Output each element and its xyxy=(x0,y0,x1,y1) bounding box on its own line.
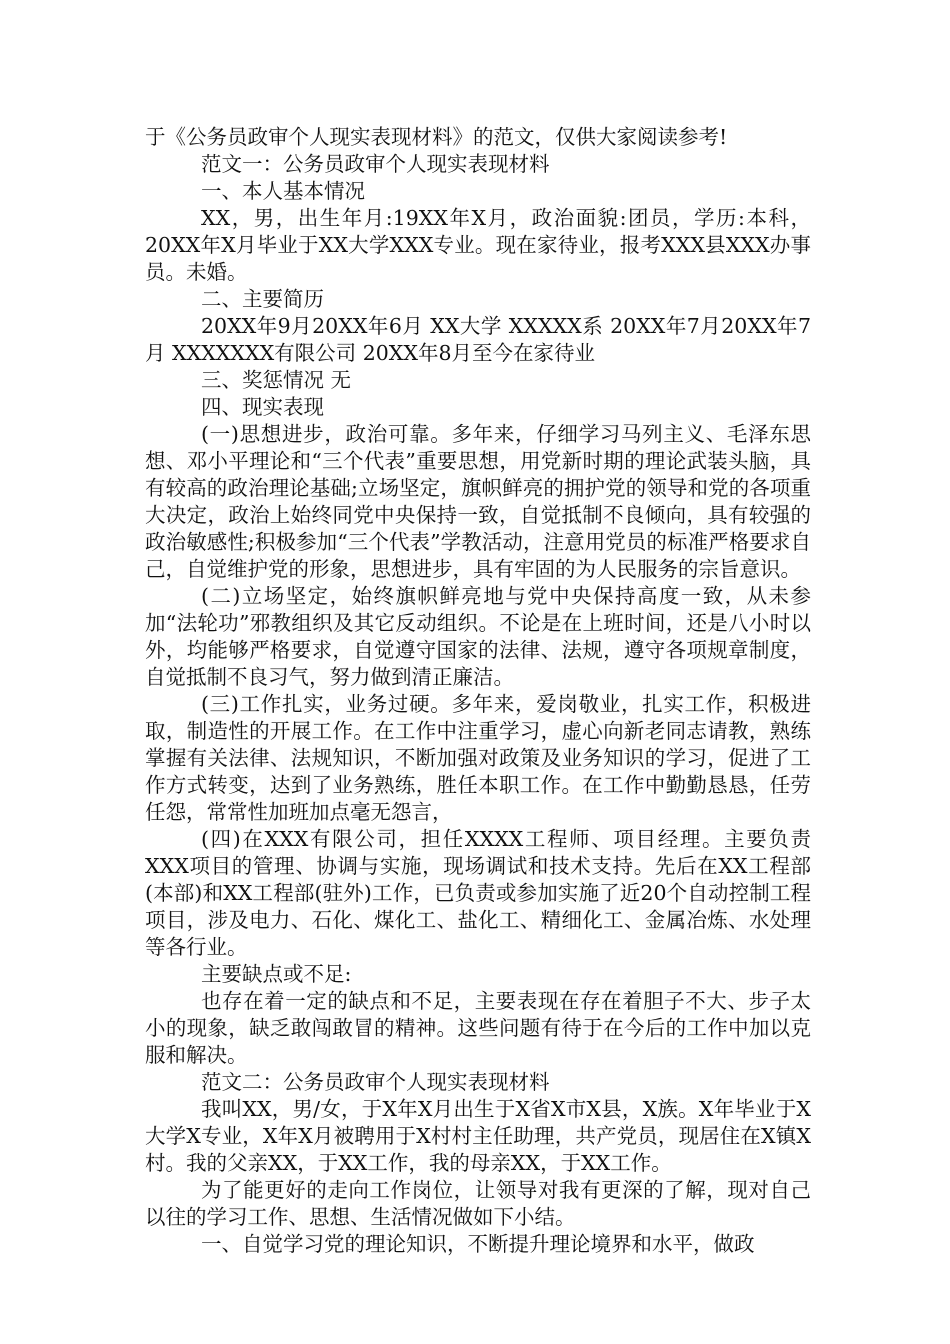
performance-paragraph-4: (四)在XXX有限公司，担任XXXX工程师、项目经理。主要负责XXX项目的管理、协调与实施，现场调试和技术支持。先后在XX工程部(本部)和XX工程部(驻外)工作，已负责或参加实施了近20个自动控制工程项目，涉及电力、石化、煤化工、盐化工、精细化工、金属冶炼、水处理等各行业。 xyxy=(145,827,811,959)
section-heading-basic-info: 一、本人基本情况 xyxy=(201,179,365,203)
section-heading-rewards: 三、奖惩情况 无 xyxy=(201,368,352,392)
sample-one-heading: 范文一：公务员政审个人现实表现材料 xyxy=(201,152,550,176)
sample-two-summary: 为了能更好的走向工作岗位，让领导对我有更深的了解，现对自己以往的学习工作、思想、生活情况做如下小结。 xyxy=(145,1178,811,1229)
performance-paragraph-1: (一)思想进步，政治可靠。多年来，仔细学习马列主义、毛泽东思想、邓小平理论和“三个代表”重要思想，用党新时期的理论武装头脑，具有较高的政治理论基础;立场坚定，旗帜鲜亮的拥护党的领导和党的各项重大决定，政治上始终同党中央保持一致，自觉抵制不良倾向，具有较强的政治敏感性;积极参加“三个代表”学教活动，注意用党员的标准严格要求自己，自觉维护党的形象，思想进步，具有牢固的为人民服务的宗旨意识。 xyxy=(145,422,811,581)
basic-info-paragraph: XX，男，出生年月:19XX年X月，政治面貌:团员，学历:本科，20XX年X月毕业于XX大学XXX专业。现在家待业，报考XXX县XXX办事员。未婚。 xyxy=(145,206,811,284)
shortcomings-heading: 主要缺点或不足: xyxy=(201,962,352,986)
sample-two-heading: 范文二：公务员政审个人现实表现材料 xyxy=(201,1070,550,1094)
section-heading-performance: 四、现实表现 xyxy=(201,395,324,419)
sample-two-section-one: 一、自觉学习党的理论知识，不断提升理论境界和水平，做政 xyxy=(201,1232,755,1256)
performance-paragraph-3: (三)工作扎实，业务过硬。多年来，爱岗敬业，扎实工作，积极进取，制造性的开展工作。在工作中注重学习，虚心向新老同志请教，熟练掌握有关法律、法规知识，不断加强对政策及业务知识的学习，促进了工作方式转变，达到了业务熟练，胜任本职工作。在工作中勤勤恳恳，任劳任怨，常常性加班加点毫无怨言， xyxy=(145,692,811,824)
performance-paragraph-2: (二)立场坚定，始终旗帜鲜亮地与党中央保持高度一致，从未参加“法轮功”邪教组织及其它反动组织。不论是在上班时间，还是八小时以外，均能够严格要求，自觉遵守国家的法律、法规，遵守各项规章制度，自觉抵制不良习气，努力做到清正廉洁。 xyxy=(145,584,811,689)
sample-two-intro: 我叫XX，男/女，于X年X月出生于X省X市X县，X族。X年毕业于X大学X专业，X年X月被聘用于X村村主任助理，共产党员，现居住在X镇X村。我的父亲XX，于XX工作，我的母亲XX，于XX工作。 xyxy=(145,1097,811,1175)
shortcomings-paragraph: 也存在着一定的缺点和不足，主要表现在存在着胆子不大、步子太小的现象，缺乏敢闯敢冒的精神。这些问题有待于在今后的工作中加以克服和解决。 xyxy=(145,989,811,1067)
section-heading-resume: 二、主要简历 xyxy=(201,287,324,311)
document-body xyxy=(145,124,811,1258)
intro-paragraph: 于《公务员政审个人现实表现材料》的范文，仅供大家阅读参考! xyxy=(145,125,728,149)
resume-paragraph: 20XX年9月20XX年6月 XX大学 XXXXX系 20XX年7月20XX年7月 XXXXXXX有限公司 20XX年8月至今在家待业 xyxy=(145,314,811,365)
